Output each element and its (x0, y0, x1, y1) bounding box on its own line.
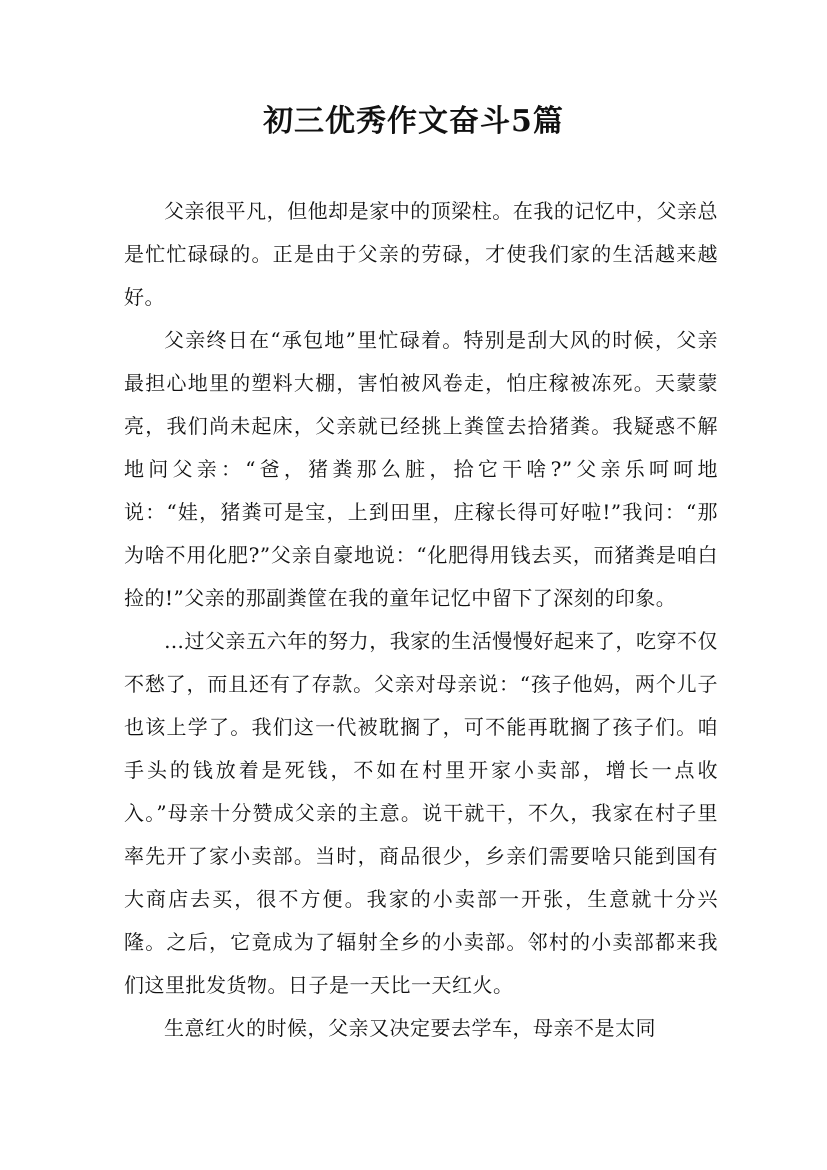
paragraph-3: …过父亲五六年的努力，我家的生活慢慢好起来了，吃穿不仅不愁了，而且还有了存款。父亲对母亲说：“孩子他妈，两个儿子也该上学了。我们这一代被耽搁了，可不能再耽搁了孩子们。咱手头的钱放着是死钱，不如在村里开家小卖部，增长一点收入。”母亲十分赞成父亲的主意。说干就干，不久，我家在村子里率先开了家小卖部。当时，商品很少，乡亲们需要啥只能到国有大商店去买，很不方便。我家的小卖部一开张，生意就十分兴隆。之后，它竟成为了辐射全乡的小卖部。邻村的小卖部都来我们这里批发货物。日子是一天比一天红火。 (124, 629, 718, 997)
document-title: 初三优秀作文奋斗5篇 (263, 104, 564, 139)
document-body (124, 190, 718, 1050)
paragraph-2: 父亲终日在“承包地”里忙碌着。特别是刮大风的时候，父亲最担心地里的塑料大棚，害怕被风卷走，怕庄稼被冻死。天蒙蒙亮，我们尚未起床，父亲就已经挑上粪筐去拾猪粪。我疑惑不解地问父亲：“爸，猪粪那么脏，拾它干啥?”父亲乐呵呵地说：“娃，猪粪可是宝，上到田里，庄稼长得可好啦!”我问：“那为啥不用化肥?”父亲自豪地说：“化肥得用钱去买，而猪粪是咱白捡的!”父亲的那副粪筐在我的童年记忆中留下了深刻的印象。 (124, 328, 718, 610)
paragraph-4: 生意红火的时候，父亲又决定要去学车，母亲不是太同 (164, 1016, 656, 1040)
paragraph-1: 父亲很平凡，但他却是家中的顶梁柱。在我的记忆中，父亲总是忙忙碌碌的。正是由于父亲的劳碌，才使我们家的生活越来越好。 (124, 199, 718, 309)
